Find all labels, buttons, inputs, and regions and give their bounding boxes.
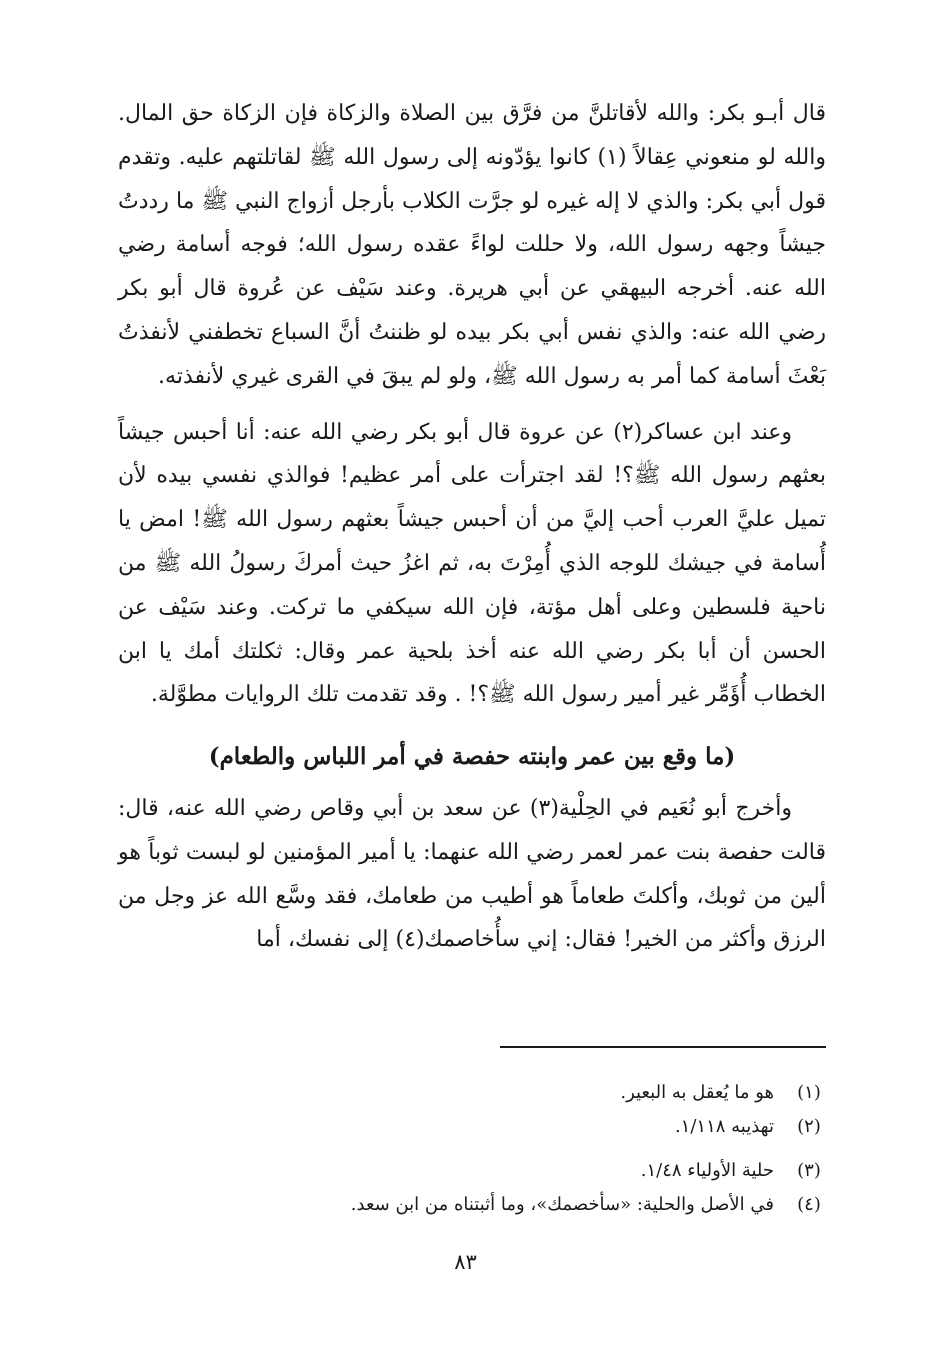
footnote-number: (٢)	[797, 1116, 821, 1137]
footnote-3	[200, 1154, 826, 1188]
section-heading: (ما وقع بين عمر وابنته حفصة في أمر اللباس والطعام)	[208, 743, 736, 771]
footnote-separator	[500, 1046, 826, 1048]
paragraph-1: قال أبـو بكر: والله لأقاتلنَّ من فرَّق بين الصلاة والزكاة فإن الزكاة حق المال. والله لو منعوني عِقالاً (١) كانوا يؤدّونه إلى رسول الله ﷺ لقاتلتهم عليه. وتقدم قول أبي بكر: والذي لا إله غيره لو جرَّت الكلاب بأرجل أزواج النبي ﷺ ما رددتُ جيشاً وجهه رسول الله، ولا حللت لواءً عقده رسول الله؛ فوجه أسامة رضي الله عنه. أخرجه البيهقي عن أبي هريرة. وعند سَيْف عن عُروة قال أبو بكر رضي الله عنه: والذي نفس أبي بكر بيده لو ظننتُ أنَّ السباع تخطفني لأنفذتُ بَعْثَ أسامة كما أمر به رسول الله ﷺ، ولو لم يبقَ في القرى غيري لأنفذته.	[118, 101, 827, 389]
footnote-1	[200, 1076, 826, 1110]
footnote-number: (٤)	[797, 1194, 821, 1215]
page-number: ٨٣	[454, 1250, 477, 1274]
footnote-2	[200, 1110, 826, 1144]
main-text	[118, 92, 826, 962]
footnote-4	[200, 1188, 826, 1222]
paragraph-2: وعند ابن عساكر(٢) عن عروة قال أبو بكر رضي الله عنه: أنا أحبس جيشاً بعثهم رسول الله ﷺ؟! لقد اجترأت على أمر عظيم! فوالذي نفسي بيده لأن تميل عليَّ العرب أحب إليَّ من أن أحبس جيشاً بعثهم رسول الله ﷺ! امض يا أُسامة في جيشك للوجه الذي أُمِرْتَ به، ثم اغزُ حيث أمركَ رسولُ الله ﷺ من ناحية فلسطين وعلى أهل مؤتة، فإن الله سيكفي ما تركت. وعند سَيْف عن الحسن أن أبا بكر رضي الله عنه أخذ بلحية عمر وقال: ثكلتك أمك يا ابن الخطاب أُؤَمِّر غير أمير رسول الله ﷺ؟! . وقد تقدمت تلك الروايات مطوَّلة.	[118, 419, 826, 708]
footnote-text: هو ما يُعقل به البعير.	[620, 1082, 774, 1103]
footnote-text: تهذيبه ١/١١٨.	[674, 1116, 774, 1137]
footnote-number: (٣)	[797, 1160, 821, 1181]
paragraph-3: وأخرج أبو نُعَيم في الحِلْية(٣) عن سعد بن أبي وقاص رضي الله عنه، قال: قالت حفصة بنت عمر لعمر رضي الله عنهما: يا أمير المؤمنين لو لبست ثوباً هو ألين من ثوبك، وأكلتَ طعاماً هو أطيب من طعامك، فقد وسَّع الله عز وجل من الرزق وأكثر من الخير! فقال: إني سأُخاصمك(٤) إلى نفسك، أما	[118, 795, 826, 953]
footnotes	[200, 1076, 826, 1222]
footnote-number: (١)	[797, 1082, 821, 1103]
footnote-text: حلية الأولياء ١/٤٨.	[640, 1160, 774, 1181]
footnote-text: في الأصل والحلية: «سأخصمك»، وما أثبتناه من ابن سعد.	[350, 1194, 774, 1215]
